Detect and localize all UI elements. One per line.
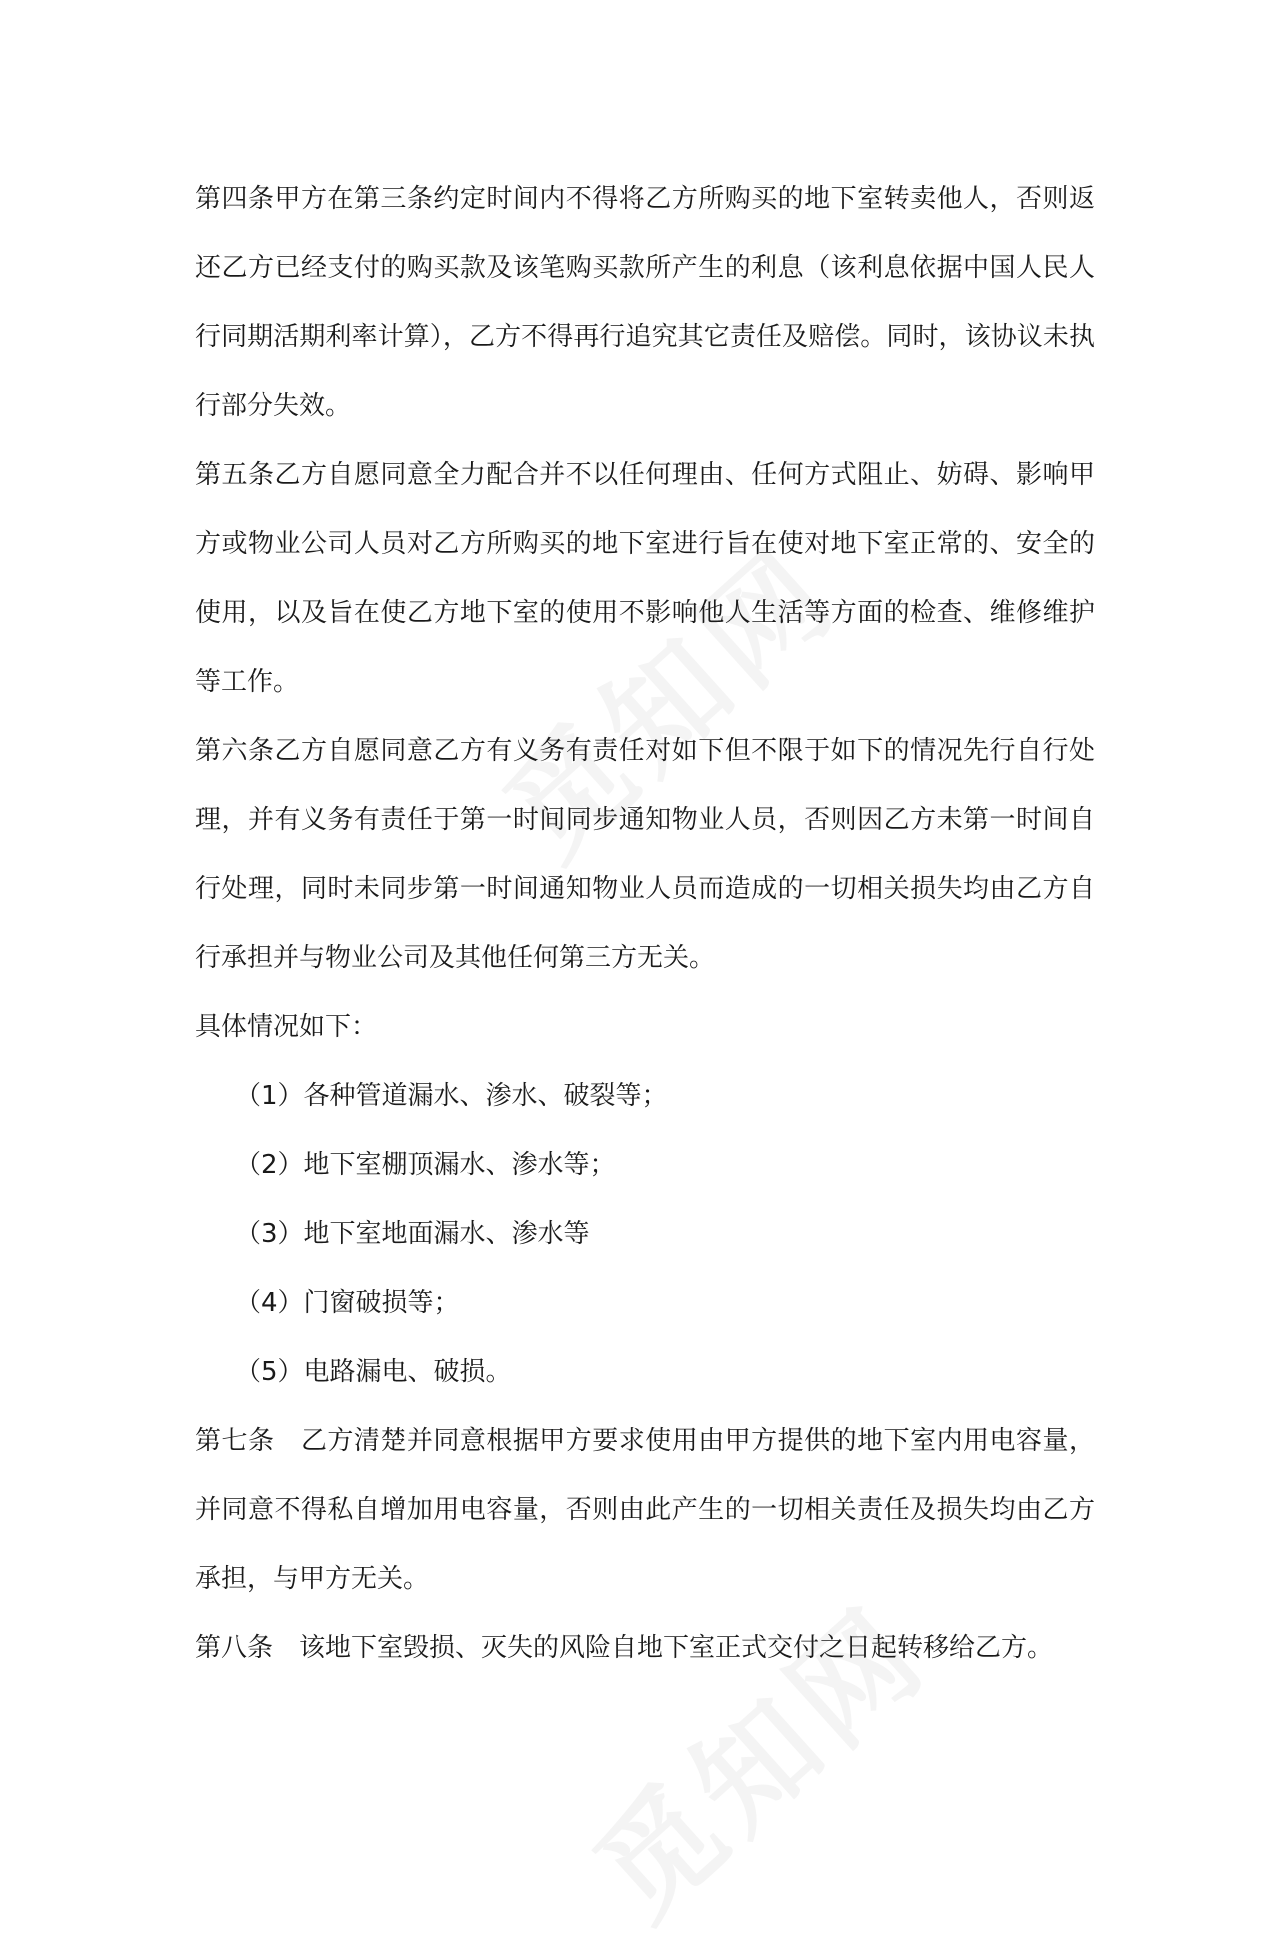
- article-4: 第四条甲方在第三条约定时间内不得将乙方所购买的地下室转卖他人，否则返还乙方已经支付的购买款及该笔购买款所产生的利息（该利息依据中国人民人行同期活期利率计算），乙方不得再行追究其它责任及赔偿。同时，该协议未执行部分失效。: [195, 184, 1095, 421]
- list-item: （1）各种管道漏水、渗水、破裂等；: [235, 1081, 668, 1111]
- article-5: 第五条乙方自愿同意全力配合并不以任何理由、任何方式阻止、妨碍、影响甲方或物业公司人员对乙方所购买的地下室进行旨在使对地下室正常的、安全的使用，以及旨在使乙方地下室的使用不影响他人生活等方面的检查、维修维护等工作。: [195, 460, 1095, 697]
- article-6: 第六条乙方自愿同意乙方有义务有责任对如下但不限于如下的情况先行自行处理，并有义务有责任于第一时间同步通知物业人员，否则因乙方未第一时间自行处理，同时未同步第一时间通知物业人员而造成的一切相关损失均由乙方自行承担并与物业公司及其他任何第三方无关。: [195, 736, 1095, 973]
- list-item: （5）电路漏电、破损。: [235, 1357, 512, 1387]
- details-intro: 具体情况如下：: [195, 1012, 378, 1042]
- article-7: 第七条 乙方清楚并同意根据甲方要求使用由甲方提供的地下室内用电容量，并同意不得私自增加用电容量，否则由此产生的一切相关责任及损失均由乙方承担，与甲方无关。: [195, 1426, 1095, 1594]
- document-body: [195, 165, 1095, 1683]
- article-8: 第八条 该地下室毁损、灭失的风险自地下室正式交付之日起转移给乙方。: [195, 1633, 1054, 1663]
- list-item: （3）地下室地面漏水、渗水等: [235, 1219, 590, 1249]
- list-item: （4）门窗破损等；: [235, 1288, 460, 1318]
- details-list: [195, 1062, 1095, 1407]
- list-item: （2）地下室棚顶漏水、渗水等；: [235, 1150, 616, 1180]
